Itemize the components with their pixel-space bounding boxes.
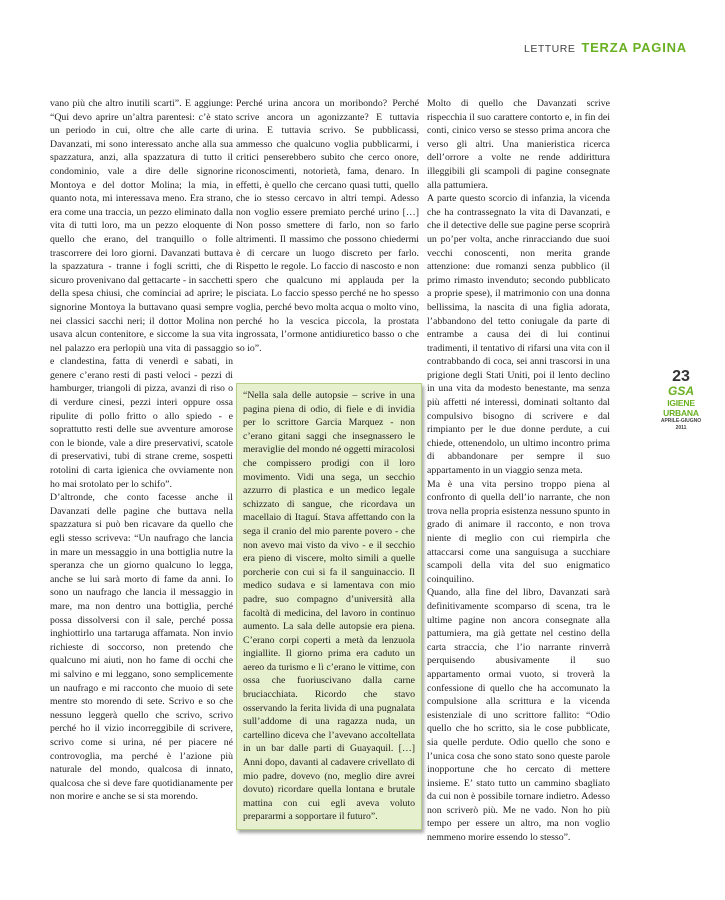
paragraph: Quando, alla fine del libro, Davanzati sarà definitivamente scomparso di scena, tra le ultime pagine non ancora consegnate alla pattumiera, ma già gettate nel cestino della carta straccia, che l’io narrante rinverrà perquisendo abusivamente il suo appartamento ormai vuoto, si troverà la confessione di quello che ha accomunato la compulsione alla scrittura e la vicenda esistenziale di uno scrittore fallito: “Odio quello che ho scritto, sia le cose pubblicate, sia quelle perdute. Odio quello che sono e l’unica cosa che sono stato sono queste parole inopportune che ho cercato di mettere insieme. E’ stato tutto un cammino sbagliato da cui non è possibile tornare indietro. Adesso non scriverò più. Me ne vado. Non ho più tempo per essere un altro, ma non voglio nemmeno morire essendo lo stesso”. <box>427 587 610 844</box>
text-column-3 <box>427 97 610 845</box>
page-number: 23 <box>672 368 690 385</box>
text-column-2 <box>236 97 419 355</box>
magazine-logo: GSA <box>667 384 694 398</box>
paragraph: Perché urina ancora un moribondo? Perché scrive ancora un agonizzante? E tuttavia urina. E tuttavia scrivo. Se pubblicassi, ammesso che qualcuno voglia pubblicarmi, i critici penserebbero subito che cerco onore, riconoscimenti, notorietà, fama, denaro. In effetti, è quello che cercano quasi tutti, quello che io stesso cercavo in altri tempi. Adesso non voglio essere premiato perché urino […] Non posso smettere di farlo, non so farlo altrimenti. Il massimo che possono chiedermi è di cercare un luogo discreto per farlo. Rispetto le regole. Lo faccio di nascosto e non spero che qualcuno mi applauda per la pisciata. Lo faccio spesso perché ne ho spesso voglia, perché bevo molta acqua o molto vino, perché ho la vescica piccola, la prostata ingrossata, l’ormone antidiuretico basso o che so io”. <box>236 98 419 354</box>
paragraph: Ma è una vita persino troppo piena al confronto di quella dell’io narrante, che non trova nella propria esistenza nessuno spunto in grado di animare il racconto, e non trova niente di meglio con cui riempirla che attaccarsi come una sanguisuga a succhiare scampoli della vita del suo enigmatico coinquilino. <box>427 478 610 585</box>
paragraph: Molto di quello che Davanzati scrive rispecchia il suo carattere contorto e, in fin dei conti, cinico verso se stesso prima ancora che verso gli altri. Una manieristica ricerca dell’orrore a volte ne rende addirittura illeggibili gli scampoli di pagine consegnate alla pattumiera. <box>427 98 610 191</box>
magazine-subtitle: IGIENE URBANA <box>663 398 699 418</box>
section-header <box>524 40 687 55</box>
paragraph: D’altronde, che conto facesse anche il Davanzati delle pagine che buttava nella spazzatura si può ben ricavare da quello che egli stesso scriveva: “Un naufrago che lancia in mare un messaggio in una bottiglia nutre la speranza che un giorno qualcuno lo legga, anche se lui sarà morto di fame da anni. Io sono un naufrago che lancia il messaggio in mare, ma non dentro una bottiglia, perché possa dissolversi con il sale, perché possa inghiottirlo una tartaruga affamata. Non invio richieste di soccorso, non pretendo che qualcuno mi aiuti, non ho fame di occhi che mi salvino e mi leggano, sono semplicemente un naufrago e mi racconto che muoio di sete mentre sto morendo di sete. Scrivo e so che nessuno leggerà quello che scrivo, scrivo perché ho il vizio incorreggibile di scrivere, scrivo come si urina, né per piacere né controvoglia, ma perché è l’azione più naturale del mondo, qualcosa di innato, qualcosa che si deve fare quotidianamente per non morire e anche se si sta morendo. <box>50 492 233 803</box>
section-label: LETTURE <box>524 43 576 55</box>
quote-text: “Nella sala delle autopsie – scrive in una pagina piena di odio, di fiele e di invidia per lo scrittore Garcia Marquez - non c’erano gitani saggi che insegnassero le meraviglie del mondo né oggetti miracolosi che compissero prodigi con il loro movimento. Vidi una sega, un secchio azzurro di plastica e un medico legale schizzato di sangue, che ricordava un macellaio di Itaguí. Stava affettando con la sega il cranio del mio parente povero - che non avevo mai visto da vivo - e il secchio era pieno di viscere, molto simili a quelle porcherie con cui si fa il sanguinaccio. Il medico sudava e si lamentava con mio padre, suo compagno d’università alla facoltà di medicina, del lavoro in continuo aumento. La sala delle autopsie era piena. C’erano corpi coperti a metà da lenzuola ingiallite. Il giorno prima era caduto un aereo da turismo e lì c’erano le vittime, con ossa che fuoriuscivano dalla carne bruciacchiata. Ricordo che stavo osservando la ferita livida di una pugnalata sull’addome di una ragazza nuda, un cartellino diceva che l’avevano accoltellata in un bar dalle parti di Guayaquil. […] Anni dopo, davanti al cadavere crivellato di mio padre, dovevo (no, meglio dire avrei dovuto) ricordare quella lontana e brutale mattina con cui egli aveva voluto prepararmi a sopportare il futuro”. <box>243 390 415 823</box>
paragraph: A parte questo scorcio di infanzia, la vicenda che ha contrassegnato la vita di Davanzati, e che il detective delle sue pagine perse scoprirà un po’per volta, anche rinracciando due suoi vecchi conoscenti, non merita grande attenzione: due romanzi senza pubblico (il primo rimasto invenduto; secondo pubblicato a proprie spese), il matrimonio con una donna bellissima, la nascita di una figlia adorata, l’abbandono del tetto coniugale da parte di entrambe a causa dei di lui continui tradimenti, il tentativo di rifarsi una vita con il contrabbando di coca, sei anni trascorsi in una prigione degli Stati Uniti, poi il lento declino in una vita da modesto benestante, ma senza più affetti né interessi, dominati soltanto dal compulsivo bisogno di scrivere e dal rimpianto per le due donne perdute, a cui chiede, ottenendolo, un ultimo incontro prima di abbandonare per sempre il suo appartamento in un viaggio senza meta. <box>427 193 610 477</box>
text-column-1 <box>50 97 233 804</box>
paragraph: vano più che altro inutili scarti”. E aggiunge: “Qui devo aprire un’altra parentesi: c’è stato un periodo in cui, oltre che alle carte di Davanzati, mi sono interessato anche alla sua spazzatura, anzi, alla spazzatura di tutto il condominio, vale a dire delle signorine Montoya e del dottor Molina; la mia, in quanto nota, mi interessava meno. Era strano, era come una traccia, un pezzo eliminato dalla vita di tutti loro, ma un pezzo eloquente di quello che erano, del tranquillo o folle trascorrere dei loro giorni. Davanzati buttava la spazzatura - tranne i fogli scritti, che di sicuro provenivano dal gettacarte - in sacchetti della spesa chiusi, che cominciai ad aprire; le signorine Montoya la buttavano quasi sempre nei classici sacchi neri; il dottor Molina non usava alcun contenitore, e siccome la sua vita nel palazzo era perlopiù una vita di passaggio e clandestina, fatta di venerdì e sabati, in genere c’erano resti di pasti veloci - pezzi di hamburger, triangoli di pizza, avanzi di riso o di verdure cinesi, pezzi interi oppure ossa ripulite di pollo fritto o allo spiedo - e soprattutto resti delle sue avventure amorose con le bionde, vale a dire preservativi, scatole di preservativi, tubi di strane creme, sospetti rotolini di carta igienica che ovviamente non ho mai srotolato per lo schifo”. <box>50 98 233 490</box>
page-sidebar <box>655 368 707 432</box>
issue-date: APRILE-GIUGNO 2011 <box>660 418 702 431</box>
section-title: TERZA PAGINA <box>581 40 687 55</box>
quote-box <box>236 383 422 830</box>
